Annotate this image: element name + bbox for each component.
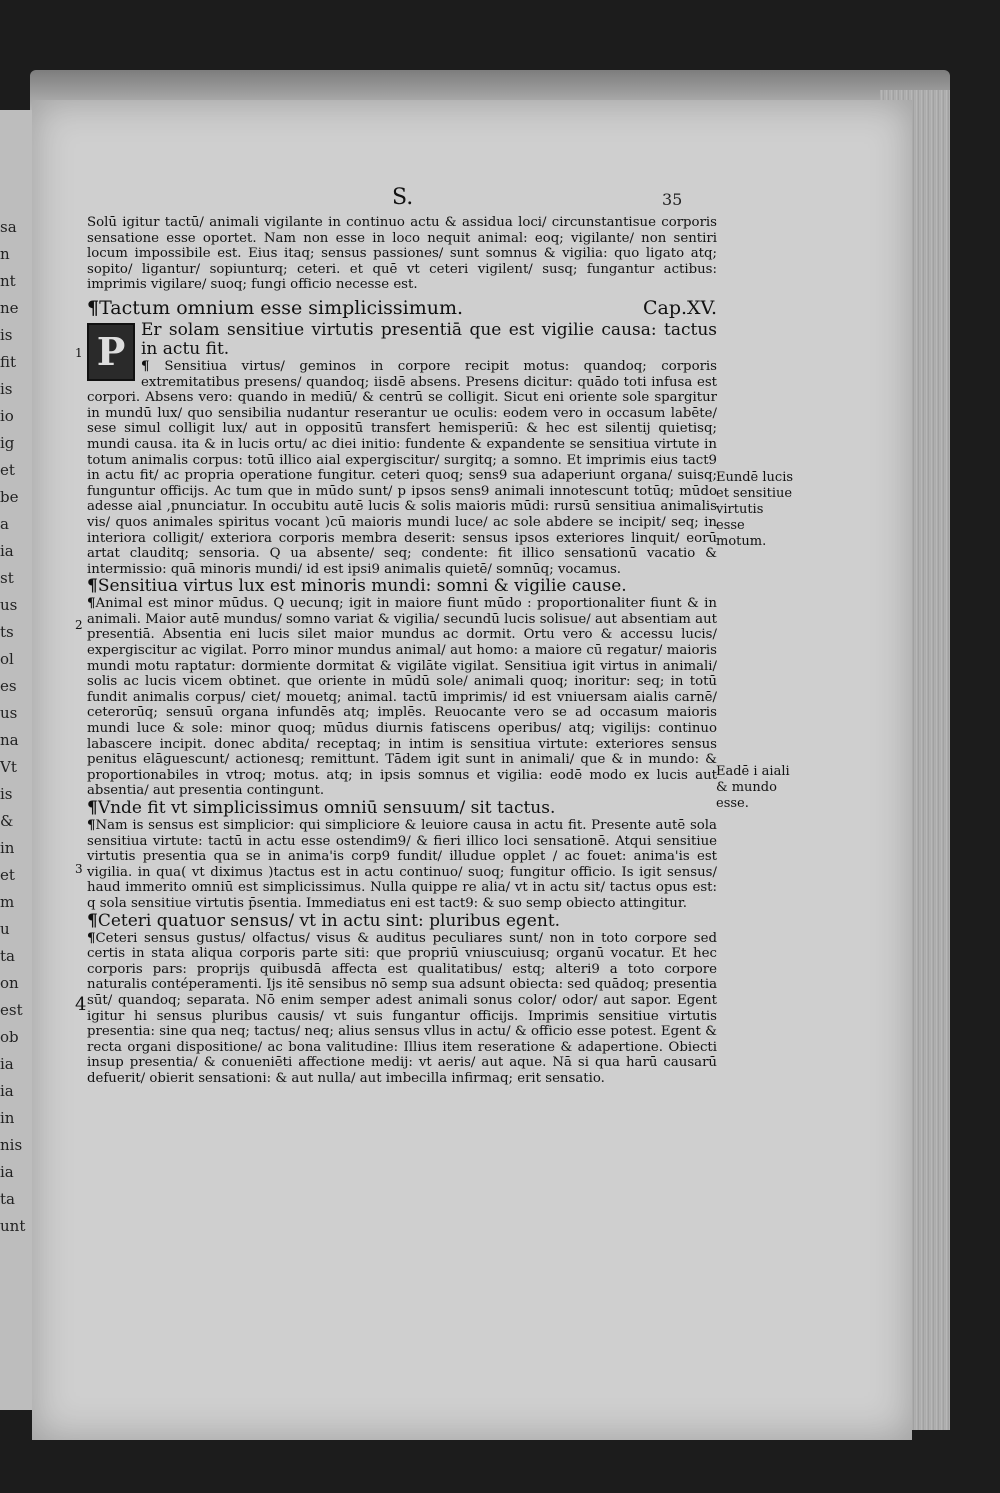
section-3-rubric: ¶Vnde fit vt simplicissimus omniū sensuum/ sit tactus. xyxy=(87,798,556,818)
folio-number: 35 xyxy=(662,190,683,209)
facing-page-text-fragment: es xyxy=(0,677,17,695)
decorated-initial: P xyxy=(87,323,135,381)
facing-page-text-fragment: is xyxy=(0,785,13,803)
section-2-body: ¶Animal est minor mūdus. Q uecunq; igit in maiore fiunt mūdo : proportionaliter fiunt & in animali. Maior autē mundus/ somno variat & vigilia/ secundū lucis solisue/ aut absentiam aut presentiā. Absentia eni lucis silet maior mundus ac dormit. Ortu vero & accessu lucis/ expergiscitur ac vigilat. Porro minor mundus animal/ aut homo: a maiore cū regatur/ maioris mundi motu raptatur: dormiente dormitat & vigilāte vigilat. Sensitiua igit virtus in animali/ solis ac lucis vicem obtinet. que oriente in mūdū sole/ animali quoq; inoritur: seq; in totū fundit animalis corpus/ ciet/ mouetq; animal. tactū imprimis/ id est vniuersam aialis carnē/ ceterorūq; sensuū organa infundēs atq; implēs. Reuocante vero se ad occasum maioris mundi luce & sole: minor quoq; mūdus diurnis fatiscens operibus/ atq; vigilijs: continuo labascere incipit. donec abdita/ receptaq; in intim is sensitiua virtute: exteriores sensus penitus elāguescunt/ actionesq; remittunt. Tādem igit sunt in animali/ que & in mundo: & proportionabiles in vtroq; motus. atq; in ipsis somnus et vigilia: eodē modo ex lucis aut absentia/ aut presentia contingunt. xyxy=(87,596,717,799)
facing-page-text-fragment: ol xyxy=(0,650,14,668)
facing-page-text-fragment: ig xyxy=(0,434,15,452)
facing-page-text-fragment: in xyxy=(0,1109,15,1127)
main-text-block xyxy=(87,215,717,1087)
section-4-rubric: ¶Ceteri quatuor sensus/ vt in actu sint: pluribus egent. xyxy=(87,910,561,931)
facing-page-text-fragment: in xyxy=(0,839,15,857)
facing-page-text-fragment: a xyxy=(0,515,9,533)
facing-page-text-fragment: et xyxy=(0,866,15,884)
facing-page-text-fragment: ia xyxy=(0,1082,14,1100)
facing-page-fragment xyxy=(0,110,35,1410)
facing-page-text-fragment: m xyxy=(0,893,15,911)
margin-note-1: Eundē lucis et sensitiue virtutis esse motum. xyxy=(716,470,794,549)
facing-page-text-fragment: be xyxy=(0,488,19,506)
signature-mark: S. xyxy=(392,185,414,210)
facing-page-text-fragment: ta xyxy=(0,947,15,965)
facing-page-text-fragment: u xyxy=(0,920,10,938)
facing-page-text-fragment: io xyxy=(0,407,14,425)
chapter-title: ¶Tactum omnium esse simplicissimum. xyxy=(87,296,464,319)
facing-page-text-fragment: st xyxy=(0,569,14,587)
section-number-4: 4 xyxy=(75,994,87,1015)
chapter-heading xyxy=(87,297,717,319)
section-1-rubric: Er solam sensitiue virtutis presentiā que est vigilie causa: tactus in actu fit. xyxy=(141,319,717,359)
facing-page-text-fragment: & xyxy=(0,812,14,830)
section-2-rubric: ¶Sensitiua virtus lux est minoris mundi: somni & vigilie cause. xyxy=(87,576,627,597)
facing-page-text-fragment: is xyxy=(0,326,13,344)
facing-page-text-fragment: ia xyxy=(0,542,14,560)
facing-page-text-fragment: us xyxy=(0,596,18,614)
section-number-3: 3 xyxy=(75,862,83,876)
facing-page-text-fragment: is xyxy=(0,380,13,398)
section-number-2: 2 xyxy=(75,618,83,632)
facing-page-text-fragment: unt xyxy=(0,1217,26,1235)
facing-page-text-fragment: nis xyxy=(0,1136,23,1154)
facing-page-text-fragment: ta xyxy=(0,1190,15,1208)
facing-page-text-fragment: us xyxy=(0,704,18,722)
facing-page-text-fragment: sa xyxy=(0,218,17,236)
facing-page-text-fragment: ts xyxy=(0,623,14,641)
facing-page-text-fragment: na xyxy=(0,731,19,749)
chapter-number: Cap.XV. xyxy=(642,296,717,319)
facing-page-text-fragment: nt xyxy=(0,272,16,290)
section-1-body: ¶ Sensitiua virtus/ geminos in corpore recipit motus: quandoq; corporis extremitatibus presens/ quandoq; iisdē absens. Presens dicitur: quādo toti infusa est corpori. Absens vero: quando in mediū/ & centrū se colligit. Sicut eni oriente sole spargitur in mundū lux/ quo sensibilia nudantur reserantur ue oculis: eodem vero in occasum labēte/ sese simul colligit lux/ aut in oppositū transfert hemisperiū: & hec est silentij quietisq; mundi causa. ita & in lucis ortu/ ac diei initio: fundente & expandente se sensitiua virtute in totum animalis corpus: totū illico aial expergiscitur/ surgitq; a somno. Et imprimis eius tact9 in actu fit/ ac propria operatione fungitur. ceteri quoq; sens9 sua adaperiunt organa/ suisq; funguntur officijs. Ac tum que in mūdo sunt/ p ipsos sens9 animali innotescunt totūq; mūdo adesse aial ,pnunciatur. In occubitu autē lucis & solis maioris mūdi: rursū sensitiua animalis vis/ quos animales spiritus vocant )cū maioris mundi luce/ ac sole abdere se incipit/ seq; in interiora colligit/ exteriora corporis membra deserit: sensus ipsos exteriores linquit/ eorū artat clauditq; sensoria. Q ua absente/ seq; condente: fit illico sensationū vacatio & intermissio: quā minoris mundi/ id est ipsi9 animalis quietē/ somnūq; vocamus. xyxy=(87,358,718,577)
section-3-body: ¶Nam is sensus est simplicior: qui simpliciore & leuiore causa in actu fit. Presente autē sola sensitiua virtute: tactū in actu esse ostendim9/ & fieri illico loci sensationē. Atqui sensitiue virtutis presentia qua se in anima'is corp9 fundit/ illudue opplet / ac fouet: anima'is est vigilia. in qua( vt diximus )tactus est in actu continuo/ suoq; fungitur officio. Is igit sensus/ haud immerito omniū est simplicissimus. Nulla quippe re alia/ vt in actu sit/ tactus opus est: q sola sensitiue virtutis p̄sentia. Immediatus eni est tact9: & suo semp obiecto attingitur. xyxy=(87,818,717,911)
paragraph-1: Solū igitur tactū/ animali vigilante in continuo actu & assidua loci/ circunstantisue corporis sensatione esse oportet. Nam non esse in loco nequit animal: eoq; vigilante/ non sentiri locum impossibile est. Eius itaq; sensus passiones/ sunt somnus & vigilia: quo ligato atq; sopito/ ligantur/ sopiunturq; ceteri. et quē vt ceteri vigilent/ susq; fungantur actibus: imprimis vigilare/ suoq; fungi officio necesse est. xyxy=(87,215,717,293)
facing-page-text-fragment: et xyxy=(0,461,15,479)
section-number-1: 1 xyxy=(75,346,83,360)
facing-page-text-fragment: ob xyxy=(0,1028,19,1046)
margin-note-2: Eadē i aiali & mundo esse. xyxy=(716,764,790,811)
facing-page-text-fragment: Vt xyxy=(0,758,17,776)
facing-page-text-fragment: on xyxy=(0,974,19,992)
section-4-body: ¶Ceteri sensus gustus/ olfactus/ visus & auditus peculiares sunt/ non in toto corpore sed certis in stata aliqua corporis parte siti: que propriū vniuscuiusq; organū vocatur. Et hec corporis pars: proprijs quibusdā affecta est qualitatibus/ estq; alteri9 a toto corpore naturalis contéperamenti. Ijs itē sensibus nō semp sua adsunt obiecta: sed quādoq; presentia sūt/ quandoq; separata. Nō enim semper adest animali sonus color/ odor/ aut sapor. Egent igitur hi sensus pluribus causis/ vt suis fungantur officijs. Imprimis sensitiue virtutis presentia: sine qua neq; tactus/ neq; alius sensus vllus in actu/ & officio esse potest. Egent & recta organi dispositione/ ac bona valitudine: Illius item reseratione & adapertione. Obiecti insup presentia/ & conueniēti affectione medij: vt aeris/ aut aque. Nā si qua harū causarū defuerit/ obierit sensationi: & aut nulla/ aut imbecilla infirmaq; erit sensatio. xyxy=(87,930,717,1086)
facing-page-text-fragment: est xyxy=(0,1001,23,1019)
facing-page-text-fragment: n xyxy=(0,245,10,263)
facing-page-text-fragment: ia xyxy=(0,1163,14,1181)
facing-page-text-fragment: fit xyxy=(0,353,17,371)
facing-page-text-fragment: ne xyxy=(0,299,19,317)
facing-page-text-fragment: ia xyxy=(0,1055,14,1073)
